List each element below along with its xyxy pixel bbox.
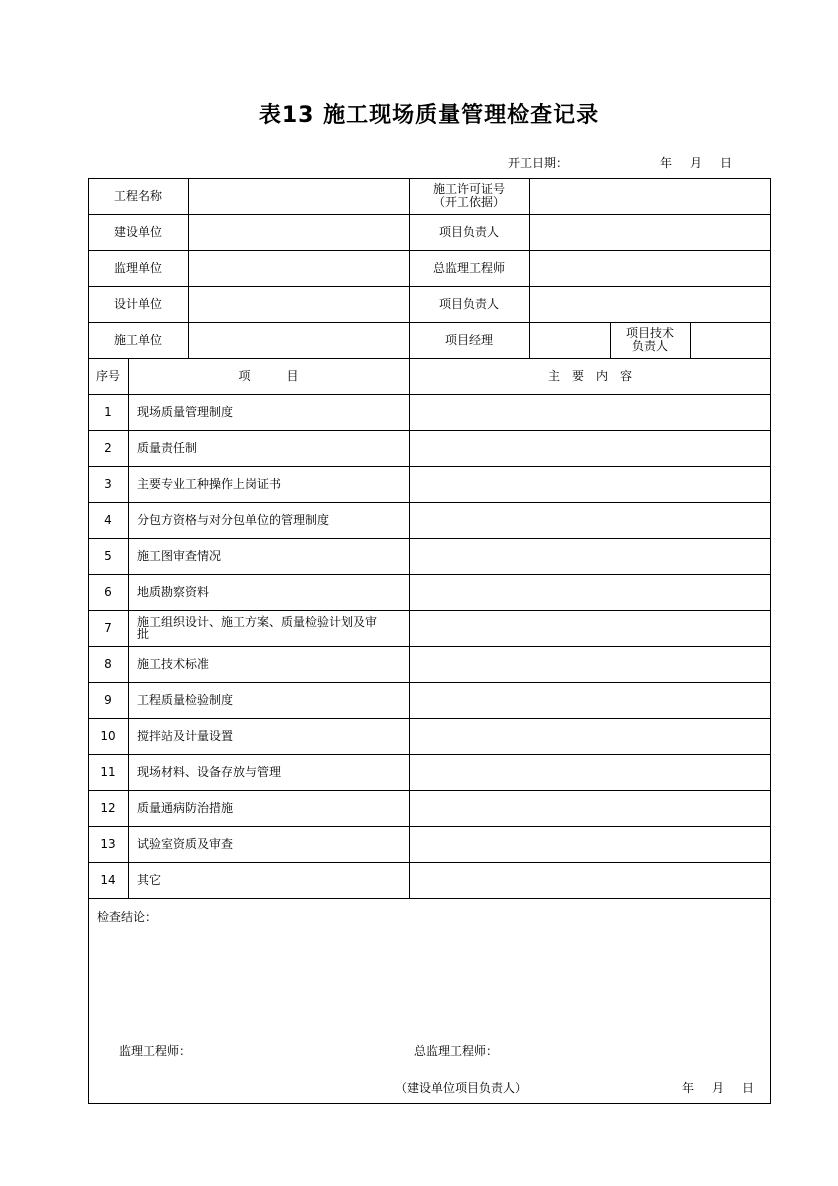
row-no: 11: [100, 764, 116, 779]
row-item: 质量责任制: [137, 440, 198, 455]
row-no: 4: [104, 512, 112, 527]
value-chief-supervisor[interactable]: [529, 250, 771, 286]
owner-lead-note: （建设单位项目负责人）: [395, 1081, 528, 1095]
value-project-manager[interactable]: [529, 322, 610, 358]
supervisor-engineer-signature: 监理工程师：: [119, 1044, 192, 1058]
row-content[interactable]: [409, 754, 771, 790]
row-no: 12: [100, 800, 116, 815]
value-builder[interactable]: [188, 214, 409, 250]
signature-month: 月: [712, 1081, 725, 1095]
row-content[interactable]: [409, 430, 771, 466]
value-tech-lead[interactable]: [690, 322, 771, 358]
row-content[interactable]: [409, 718, 771, 754]
col-header-item: 项 目: [238, 368, 299, 383]
row-item: 其它: [137, 872, 162, 887]
start-date-day: 日: [720, 156, 733, 170]
value-project-name[interactable]: [188, 178, 409, 214]
row-no: 8: [104, 656, 112, 671]
signature-date: [682, 1079, 754, 1096]
row-content[interactable]: [409, 502, 771, 538]
row-item: 现场材料、设备存放与管理: [137, 764, 282, 779]
row-content[interactable]: [409, 538, 771, 574]
row-divider: [88, 898, 771, 899]
row-item: 主要专业工种操作上岗证书: [137, 476, 282, 491]
row-no: 10: [100, 728, 116, 743]
start-date-month: 月: [690, 156, 703, 170]
value-supervisor[interactable]: [188, 250, 409, 286]
row-item: 质量通病防治措施: [137, 800, 234, 815]
row-content[interactable]: [409, 826, 771, 862]
start-date-year: 年: [660, 156, 673, 170]
label-builder-lead: 项目负责人: [438, 224, 499, 239]
label-permit: [409, 178, 529, 214]
col-divider: [128, 358, 129, 898]
row-content[interactable]: [409, 790, 771, 826]
label-tech-lead-line1: 项目技术: [625, 326, 674, 340]
row-content[interactable]: [409, 574, 771, 610]
conclusion-label: 检查结论：: [97, 910, 158, 924]
label-chief-supervisor: 总监理工程师: [432, 260, 505, 275]
row-no: 7: [104, 620, 112, 635]
col-header-no: 序号: [95, 368, 120, 383]
row-no: 14: [100, 872, 116, 887]
row-content[interactable]: [409, 682, 771, 718]
signature-year: 年: [682, 1081, 695, 1095]
row-item: 施工组织设计、施工方案、质量检验计划及审批: [137, 615, 378, 641]
row-content[interactable]: [409, 466, 771, 502]
label-permit-no: 施工许可证号: [432, 182, 505, 196]
row-item: 分包方资格与对分包单位的管理制度: [137, 512, 330, 527]
row-no: 1: [104, 404, 112, 419]
label-tech-lead: [610, 322, 690, 358]
signature-day: 日: [742, 1081, 755, 1095]
label-designer-lead: 项目负责人: [438, 296, 499, 311]
label-project-name: 工程名称: [113, 188, 162, 203]
value-builder-lead[interactable]: [529, 214, 771, 250]
row-content[interactable]: [409, 610, 771, 646]
row-item: 施工图审查情况: [137, 548, 222, 563]
label-tech-lead-line2: 负责人: [631, 339, 668, 353]
row-no: 3: [104, 476, 112, 491]
label-designer: 设计单位: [113, 296, 162, 311]
row-no: 2: [104, 440, 112, 455]
label-contractor: 施工单位: [113, 332, 162, 347]
value-designer[interactable]: [188, 286, 409, 322]
row-item: 现场质量管理制度: [137, 404, 234, 419]
label-builder: 建设单位: [113, 224, 162, 239]
start-date-fields: [660, 154, 732, 171]
row-item: 工程质量检验制度: [137, 692, 234, 707]
col-header-content: 主 要 内 容: [547, 368, 632, 383]
start-date-label: 开工日期：: [508, 156, 569, 170]
row-content[interactable]: [409, 646, 771, 682]
label-project-manager: 项目经理: [444, 332, 493, 347]
label-permit-basis: （开工依据）: [432, 195, 505, 209]
row-item: 试验室资质及审查: [137, 836, 234, 851]
row-no: 5: [104, 548, 112, 563]
value-contractor[interactable]: [188, 322, 409, 358]
row-content[interactable]: [409, 862, 771, 898]
row-item: 搅拌站及计量设置: [137, 728, 234, 743]
value-designer-lead[interactable]: [529, 286, 771, 322]
value-permit[interactable]: [529, 178, 771, 214]
row-item: 地质勘察资料: [137, 584, 210, 599]
row-item: 施工技术标准: [137, 656, 210, 671]
label-supervisor: 监理单位: [113, 260, 162, 275]
row-no: 6: [104, 584, 112, 599]
row-no: 9: [104, 692, 112, 707]
chief-supervisor-signature: 总监理工程师：: [414, 1044, 499, 1058]
row-content[interactable]: [409, 394, 771, 430]
page-title: 表13 施工现场质量管理检查记录: [258, 103, 600, 128]
row-no: 13: [100, 836, 116, 851]
